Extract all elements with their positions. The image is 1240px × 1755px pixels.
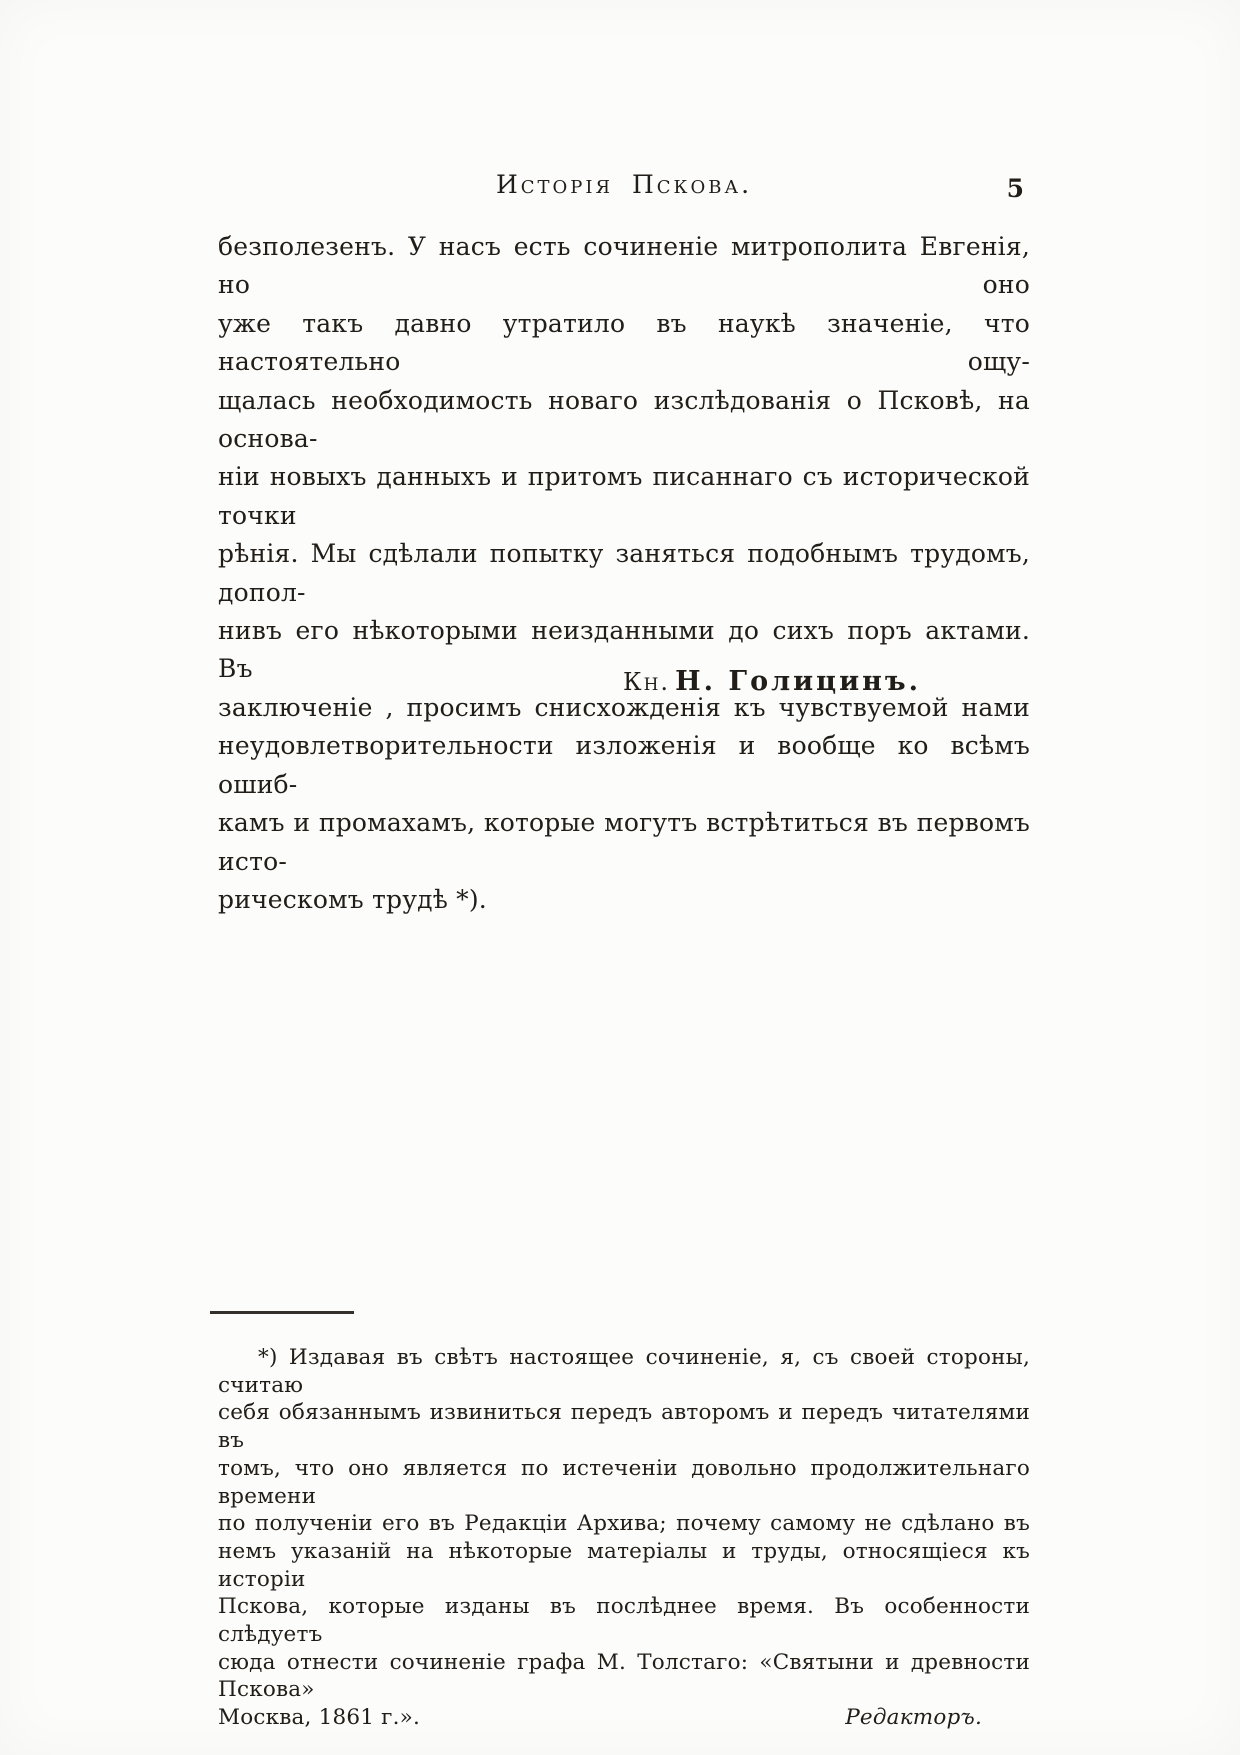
paragraph-line: уже такъ давно утратило въ наукѣ значеніе, что настоятельно ощу- — [218, 308, 1030, 377]
footnote — [218, 1344, 1030, 1732]
paragraph-line: щалась необходимость новаго изслѣдованія о Псковѣ, на основа- — [218, 385, 1030, 454]
footnote-line: томъ, что оно является по истеченіи довольно продолжительнаго времени — [218, 1455, 1030, 1509]
paragraph-line: камъ и промахамъ, которые могутъ встрѣтиться въ первомъ исто- — [218, 808, 1030, 876]
page-title: Исторія Пскова. — [495, 170, 753, 199]
author-signature-text — [623, 666, 921, 697]
footnote-publication: Москва, 1861 г.». — [218, 1705, 421, 1731]
footnote-last-line — [218, 1704, 1030, 1732]
signature-prefix: Кн. — [623, 668, 671, 696]
paragraph-line: рическомъ трудѣ *). — [218, 884, 487, 914]
signature-name: Н. Голицинъ. — [675, 666, 921, 697]
paragraph-line: ніи новыхъ данныхъ и притомъ писаннаго съ исторической точки — [218, 462, 1030, 530]
footnote-line: по полученіи его въ Редакціи Архива; почему самому не сдѣлано въ — [218, 1511, 1030, 1537]
page-number: 5 — [1006, 174, 1024, 203]
footnote-line: Пскова, которые изданы въ послѣднее время. Въ особенности слѣдуетъ — [218, 1594, 1030, 1648]
footnote-line: сюда отнести сочиненіе графа М. Толстаго: «Святыни и древности Пскова» — [218, 1649, 1030, 1703]
author-signature — [218, 666, 1030, 710]
paragraph-line: безполезенъ. У насъ есть сочиненіе митрополита Евгенія, но оно — [218, 232, 1030, 300]
footnote-line: немъ указаній на нѣкоторые матеріалы и труды, относящіеся къ исторіи — [218, 1538, 1030, 1592]
footnote-line: *) Издавая въ свѣтъ настоящее сочиненіе, я, съ своей стороны, считаю — [218, 1345, 1030, 1398]
footnote-separator — [210, 1311, 354, 1314]
editor-signature: Редакторъ. — [845, 1705, 982, 1731]
footnote-line: себя обязаннымъ извиниться передъ авторомъ и передъ читателями въ — [218, 1400, 1030, 1454]
paragraph-line: заключеніе , просимъ снисхожденія къ чувствуемой нами — [218, 692, 1030, 722]
main-paragraph — [218, 228, 1030, 919]
running-header — [218, 170, 1030, 210]
paragraph-line: нивъ его нѣкоторыми неизданными до сихъ поръ актами. Въ — [218, 616, 1030, 684]
footnote-lines — [218, 1344, 1030, 1704]
paragraph-line: рѣнія. Мы сдѣлали попытку заняться подобнымъ трудомъ, допол- — [218, 539, 1030, 607]
paragraph-line: неудовлетворительности изложенія и вообще ко всѣмъ ошиб- — [218, 731, 1030, 799]
